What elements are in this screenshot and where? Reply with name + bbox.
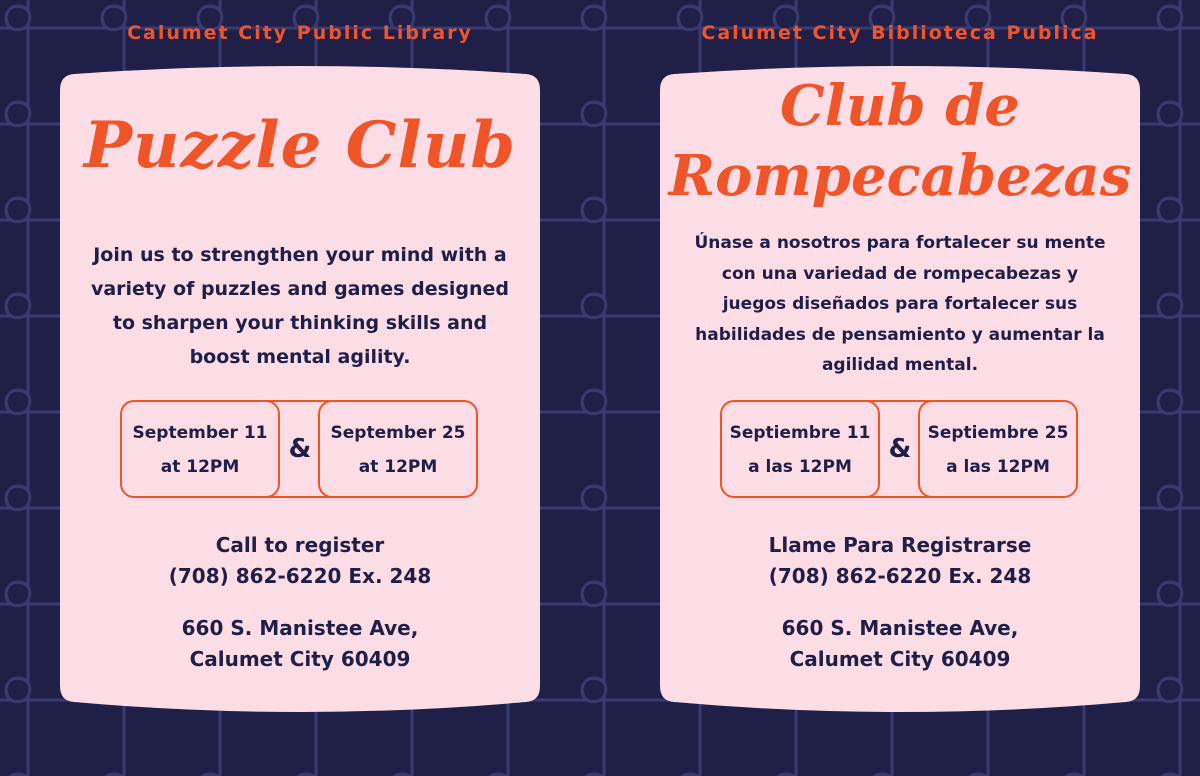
date-label: September 11 — [132, 423, 268, 443]
phone-number: (708) 862-6220 Ex. 248 — [168, 564, 432, 588]
flyer-description — [82, 238, 518, 374]
flyer-card — [660, 60, 1140, 716]
flyer-card — [60, 60, 540, 716]
description-line: agilidad mental. — [821, 355, 979, 375]
city-zip: Calumet City 60409 — [789, 647, 1011, 671]
street-address: 660 S. Manistee Ave, — [781, 616, 1019, 640]
date-box-first — [720, 400, 880, 498]
phone-number: (708) 862-6220 Ex. 248 — [768, 564, 1032, 588]
description-line: Join us to strengthen your mind with a — [93, 244, 507, 266]
address — [660, 613, 1140, 675]
register-info — [660, 530, 1140, 592]
description-line: Únase a nosotros para fortalecer su mente — [694, 233, 1106, 253]
description-line: habilidades de pensamiento y aumentar la — [695, 324, 1105, 345]
description-line: to sharpen your thinking skills and — [112, 312, 488, 334]
ampersand: & — [888, 434, 912, 464]
ampersand: & — [288, 434, 312, 464]
flyer-title-line-1: Club de — [780, 73, 1020, 139]
flyer-description — [682, 228, 1118, 381]
date-label: Septiembre 11 — [729, 423, 871, 443]
city-zip: Calumet City 60409 — [189, 647, 411, 671]
library-name: Calumet City Public Library — [127, 22, 473, 44]
time-label: a las 12PM — [748, 457, 852, 477]
date-label: September 25 — [330, 423, 466, 443]
description-line: juegos diseñados para fortalecer sus — [722, 294, 1078, 314]
flyer-title-line-2: Rompecabezas — [668, 143, 1132, 209]
time-label: at 12PM — [358, 457, 438, 477]
time-label: a las 12PM — [946, 457, 1050, 477]
description-line: variety of puzzles and games designed — [90, 278, 510, 300]
spanish-flyer — [600, 0, 1200, 776]
library-name: Calumet City Biblioteca Publica — [701, 22, 1099, 44]
register-info — [60, 530, 540, 592]
date-box-second — [318, 400, 478, 498]
flyer-title: Puzzle Club — [83, 108, 517, 183]
date-label: Septiembre 25 — [927, 423, 1069, 443]
address — [60, 613, 540, 675]
register-label: Call to register — [215, 533, 385, 557]
description-line: boost mental agility. — [189, 346, 411, 368]
description-line: con una variedad de rompecabezas y — [721, 263, 1079, 284]
date-box-first — [120, 400, 280, 498]
date-box-second — [918, 400, 1078, 498]
time-label: at 12PM — [160, 457, 240, 477]
register-label: Llame Para Registrarse — [768, 533, 1032, 557]
street-address: 660 S. Manistee Ave, — [181, 616, 419, 640]
